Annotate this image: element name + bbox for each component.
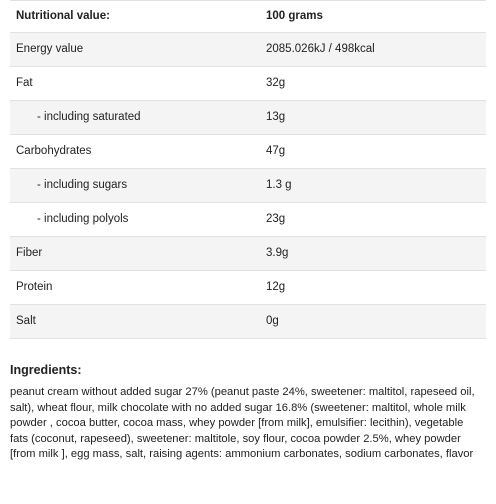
nutrient-label: - including sugars bbox=[10, 169, 260, 203]
table-row bbox=[10, 169, 486, 203]
nutrient-label: - including saturated bbox=[10, 101, 260, 135]
ingredients-text: peanut cream without added sugar 27% (peanut paste 24%, sweetener: maltitol, rapeseed oil, salt), wheat flour, milk chocolate with no added sugar 16.8% (sweetener: maltitol, whole milk powder , cocoa butter, cocoa mass, whey powder [from milk], emulsifier: lecithin), vegetable fats (coconut, rapeseed), sweetener: maltitole, soy flour, cocoa powder 2.5%, whey powder [from milk ], egg mass, salt, raising agents: ammonium carbonates, sodium carbonates, flavor bbox=[10, 386, 475, 461]
nutrition-header-value: 100 grams bbox=[260, 1, 486, 33]
product-info bbox=[10, 0, 486, 463]
ingredients-heading: Ingredients: bbox=[10, 363, 82, 377]
table-row bbox=[10, 33, 486, 67]
table-row bbox=[10, 271, 486, 305]
nutrient-label: Fat bbox=[10, 67, 260, 101]
nutrient-value: 32g bbox=[260, 67, 486, 101]
nutrition-table bbox=[10, 0, 486, 339]
nutrient-label: - including polyols bbox=[10, 203, 260, 237]
table-row bbox=[10, 67, 486, 101]
nutrient-label: Carbohydrates bbox=[10, 135, 260, 169]
nutrient-value: 13g bbox=[260, 101, 486, 135]
table-row bbox=[10, 305, 486, 339]
table-row bbox=[10, 135, 486, 169]
nutrient-value: 23g bbox=[260, 203, 486, 237]
table-row bbox=[10, 101, 486, 135]
nutrition-header-row bbox=[10, 1, 486, 33]
nutrition-header-label: Nutritional value: bbox=[10, 1, 260, 33]
ingredients-section bbox=[10, 363, 476, 463]
nutrient-label: Fiber bbox=[10, 237, 260, 271]
nutrient-value: 3.9g bbox=[260, 237, 486, 271]
nutrient-value: 2085.026kJ / 498kcal bbox=[260, 33, 486, 67]
nutrient-value: 12g bbox=[260, 271, 486, 305]
nutrient-value: 47g bbox=[260, 135, 486, 169]
nutrient-value: 0g bbox=[260, 305, 486, 339]
nutrient-value: 1.3 g bbox=[260, 169, 486, 203]
nutrient-label: Salt bbox=[10, 305, 260, 339]
nutrient-label: Protein bbox=[10, 271, 260, 305]
nutrient-label: Energy value bbox=[10, 33, 260, 67]
table-row bbox=[10, 237, 486, 271]
table-row bbox=[10, 203, 486, 237]
